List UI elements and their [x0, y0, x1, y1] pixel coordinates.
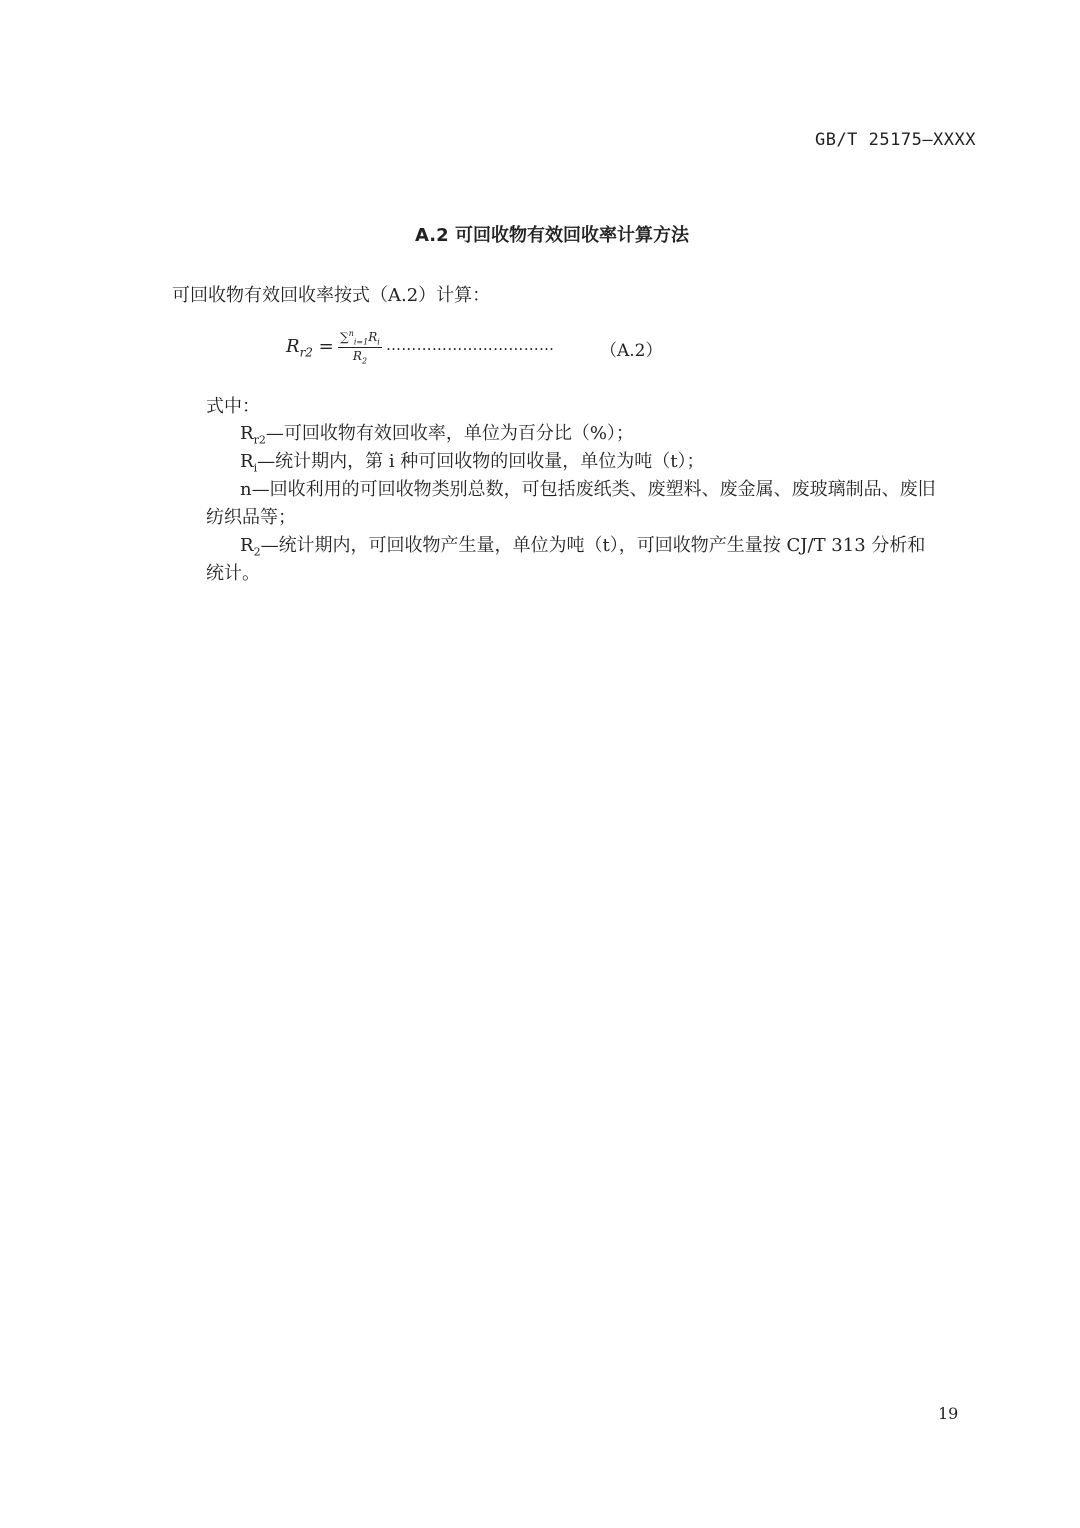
numerator-symbol: R	[368, 330, 378, 344]
sum-sign: ∑	[340, 330, 349, 344]
formula-denominator	[335, 349, 385, 365]
definition-symbol: n	[240, 479, 252, 500]
definition-text: —可回收物有效回收率，单位为百分比（%）；	[265, 423, 634, 444]
intro-text: 可回收物有效回收率按式（A.2）计算：	[172, 285, 491, 306]
denominator-symbol: R	[352, 349, 362, 364]
formula-equals: =	[318, 336, 334, 357]
numerator-subscript: i	[377, 337, 380, 347]
definition-n-continuation: 纺织品等；	[206, 507, 296, 528]
definition-text: —统计期内，第 i 种可回收物的回收量，单位为吨（t）；	[257, 451, 705, 472]
definition-n	[240, 476, 936, 504]
definition-text: —统计期内，可回收物产生量，单位为吨（t），可回收物产生量按 CJ/T 313 分析和	[260, 535, 926, 556]
formula-lhs-subscript: r2	[299, 345, 313, 360]
formula-leader-dots: ……………………………	[386, 336, 555, 354]
definition-symbol: $R_2$	[240, 535, 261, 559]
standard-number-header: GB/T 25175—XXXX	[814, 130, 976, 150]
formula-numerator	[338, 329, 382, 348]
where-label: 式中：	[206, 396, 260, 417]
definition-symbol: $R_{r2}$	[240, 423, 266, 447]
definition-symbol: $R_i$	[240, 451, 258, 475]
definition-text: —回收利用的可回收物类别总数，可包括废纸类、废塑料、废金属、废玻璃制品、废旧	[251, 479, 936, 500]
definition-r2	[240, 532, 925, 567]
formula-number: （A.2）	[600, 341, 663, 361]
section-title: A.2 可回收物有效回收率计算方法	[415, 225, 689, 246]
denominator-subscript: 2	[361, 356, 368, 366]
formula-lhs-symbol: R	[286, 336, 300, 357]
definition-r2-continuation: 统计。	[206, 563, 260, 584]
formula-lhs	[286, 336, 334, 360]
sum-upper-limit: n	[348, 329, 354, 338]
page-number: 19	[938, 1404, 959, 1423]
sum-lower-limit: i=1	[353, 337, 369, 347]
formula-fraction	[335, 326, 385, 366]
